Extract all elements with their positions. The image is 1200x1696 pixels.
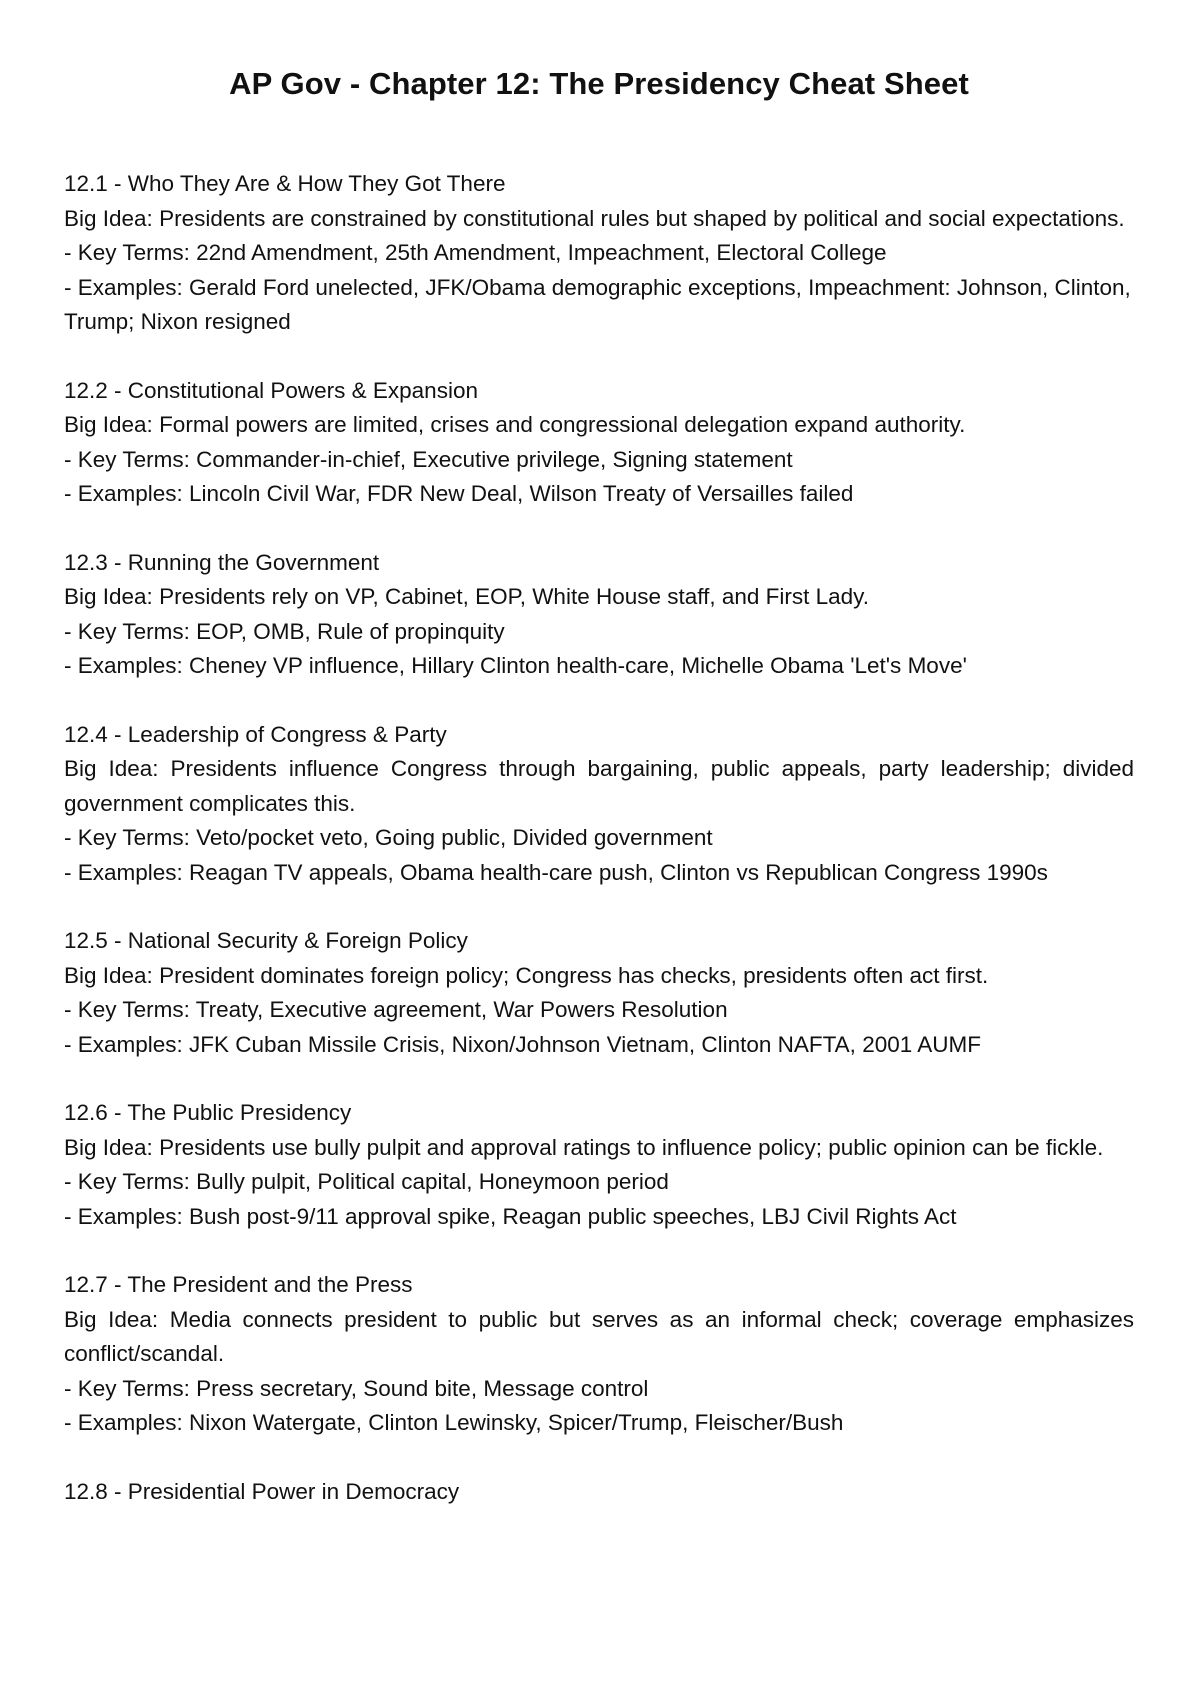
section-key-terms: - Key Terms: Press secretary, Sound bite, Message control: [64, 1375, 649, 1401]
section-big-idea: Big Idea: Formal powers are limited, crises and congressional delegation expand authority.: [64, 412, 966, 437]
section-heading: 12.2 - Constitutional Powers & Expansion: [64, 377, 478, 403]
section-heading: 12.8 - Presidential Power in Democracy: [64, 1478, 460, 1504]
section-key-terms: - Key Terms: Treaty, Executive agreement, War Powers Resolution: [64, 997, 728, 1022]
section-examples: - Examples: Gerald Ford unelected, JFK/Obama demographic exceptions, Impeachment: Johnson, Clinton, Trump; Nixon resigned: [64, 274, 1131, 334]
section-heading: 12.4 - Leadership of Congress & Party: [64, 721, 447, 747]
section-examples: - Examples: JFK Cuban Missile Crisis, Nixon/Johnson Vietnam, Clinton NAFTA, 2001 AUMF: [64, 1031, 981, 1057]
section-12-2: [64, 374, 1134, 512]
section-examples: - Examples: Reagan TV appeals, Obama health-care push, Clinton vs Republican Congress 1990s: [64, 859, 1048, 885]
section-12-7: [64, 1268, 1134, 1441]
section-big-idea: Big Idea: Presidents influence Congress through bargaining, public appeals, party leadership; divided government complicates this.: [64, 756, 1134, 816]
section-12-1: [64, 167, 1134, 340]
section-12-8: [64, 1475, 1134, 1510]
section-key-terms: - Key Terms: Commander-in-chief, Executive privilege, Signing statement: [64, 446, 793, 472]
section-12-5: [64, 924, 1134, 1062]
section-examples: - Examples: Nixon Watergate, Clinton Lewinsky, Spicer/Trump, Fleischer/Bush: [64, 1410, 844, 1435]
section-12-4: [64, 718, 1134, 891]
section-examples: - Examples: Cheney VP influence, Hillary Clinton health-care, Michelle Obama 'Let's Move': [64, 653, 967, 678]
section-heading: 12.5 - National Security & Foreign Policy: [64, 928, 468, 953]
section-examples: - Examples: Lincoln Civil War, FDR New Deal, Wilson Treaty of Versailles failed: [64, 481, 854, 506]
section-12-3: [64, 546, 1134, 684]
section-big-idea: Big Idea: President dominates foreign policy; Congress has checks, presidents often act first.: [64, 962, 989, 988]
section-big-idea: Big Idea: Presidents rely on VP, Cabinet, EOP, White House staff, and First Lady.: [64, 584, 870, 609]
section-key-terms: - Key Terms: Bully pulpit, Political capital, Honeymoon period: [64, 1169, 669, 1194]
section-examples: - Examples: Bush post-9/11 approval spike, Reagan public speeches, LBJ Civil Rights Act: [64, 1203, 957, 1229]
document-title: AP Gov - Chapter 12: The Presidency Cheat Sheet: [229, 66, 969, 101]
section-key-terms: - Key Terms: Veto/pocket veto, Going public, Divided government: [64, 825, 713, 850]
section-heading: 12.3 - Running the Government: [64, 549, 380, 575]
section-big-idea: Big Idea: Presidents are constrained by constitutional rules but shaped by political and social expectations.: [64, 205, 1125, 231]
section-big-idea: Big Idea: Presidents use bully pulpit and approval ratings to influence policy; public opinion can be fickle.: [64, 1134, 1104, 1160]
section-heading: 12.6 - The Public Presidency: [64, 1100, 352, 1125]
section-big-idea: Big Idea: Media connects president to public but serves as an informal check; coverage emphasizes conflict/scandal.: [64, 1306, 1134, 1366]
section-heading: 12.7 - The President and the Press: [64, 1272, 413, 1297]
section-key-terms: - Key Terms: 22nd Amendment, 25th Amendment, Impeachment, Electoral College: [64, 240, 887, 265]
sections-list: [64, 167, 1134, 1509]
section-12-6: [64, 1096, 1134, 1234]
section-heading: 12.1 - Who They Are & How They Got There: [64, 171, 506, 196]
section-key-terms: - Key Terms: EOP, OMB, Rule of propinquity: [64, 618, 505, 644]
